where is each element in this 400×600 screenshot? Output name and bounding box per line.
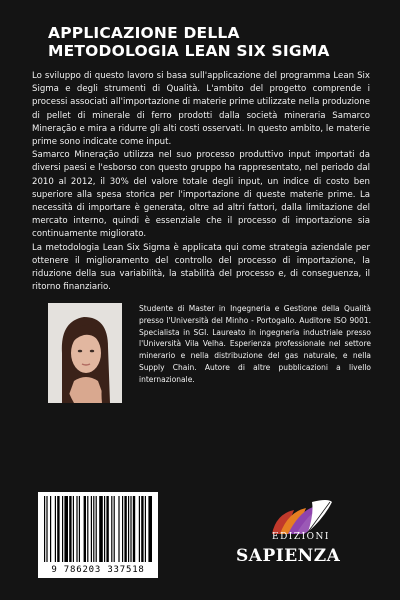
title-line-2: METODOLOGIA LEAN SIX SIGMA xyxy=(48,42,330,60)
description-paragraph: Lo sviluppo di questo lavoro si basa sull'applicazione del programma Lean Six Sigma e degli strumenti di Qualità. L'ambito del progetto comprende i processi associati all'importazione di materie prime utilizzate nella produzione di pellet di minerale di ferro prodotti dalla società mineraria Samarco Mineração e mira a ridurre gli alti costi osservati. In questo ambito, le materie prime sono indicate come input. xyxy=(32,71,370,148)
barcode-bars xyxy=(38,492,158,566)
author-photo xyxy=(48,303,122,403)
author-portrait-illustration xyxy=(48,303,122,403)
publisher-name: SAPIENZA xyxy=(236,546,341,566)
book-title xyxy=(48,24,368,60)
book-description xyxy=(32,70,370,294)
publisher-edizioni: EDIZIONI xyxy=(272,532,330,542)
isbn-number: 9 786203 337518 xyxy=(51,565,145,575)
barcode xyxy=(38,492,158,578)
description-paragraph: La metodologia Lean Six Sigma è applicata qui come strategia aziendale per ottenere il miglioramento del controllo del processo di importazione, la riduzione della sua variabilità, la stabilità del processo e, di conseguenza, il ritorno finanziario. xyxy=(32,242,370,293)
author-bio: Studente di Master in Ingegneria e Gestione della Qualità presso l'Università del Minho - Portogallo. Auditore ISO 9001. Specialista in SGI. Laureato in ingegneria industriale presso l'Università Vila Velha. Esperienza professionale nel settore minerario e nella distribuzione del gas naturale, e nella Supply Chain. Autore di altre pubblicazioni a livello internazionale. xyxy=(139,304,371,384)
title-line-1: APPLICAZIONE DELLA xyxy=(48,24,240,42)
publisher-logo xyxy=(232,498,372,580)
description-paragraph: Samarco Mineração utilizza nel suo processo produttivo input importati da diversi paesi e l'esborso con questo gruppo ha rappresentato, nel periodo dal 2010 al 2012, il 30% del valore totale degli input, un indice di costo ben superiore alla spesa storica per l'importazione di queste materie prime. La necessità di importare è generata, oltre ad altri fattori, dalla limitazione del mercato interno, quindi è essenziale che il processo di importazione sia continuamente migliorato. xyxy=(32,150,370,240)
